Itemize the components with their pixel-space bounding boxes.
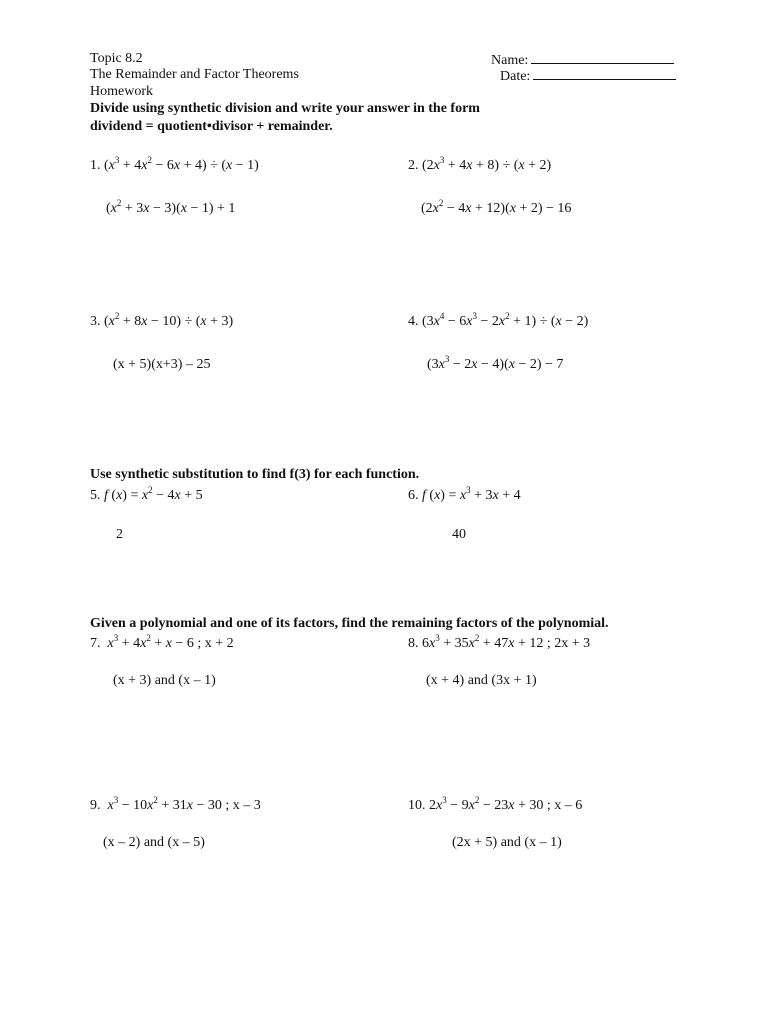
problem-number: 10. [408,798,426,813]
name-label: Name: [491,53,529,68]
problem-number: 5. [90,488,101,503]
problem-question: f $(x) = x^2 - 4x + 5$ [104,485,203,503]
problem-5-answer: 2 [116,527,123,542]
problem-1 [90,155,259,173]
section3-instruction: Given a polynomial and one of its factors, find the remaining factors of the polynomial. [90,616,609,631]
problem-2 [408,155,552,173]
problem-10-answer: (2x + 5) and (x – 1) [452,835,562,850]
problem-question: $(x^2 + 8x - 10) \div (x + 3)$ [104,311,234,329]
section1-instruction-line1: Divide using synthetic division and write your answer in the form [90,101,480,116]
problem-number: 7. [90,636,101,651]
problem-1-answer: $(x^2 + 3x - 3)(x - 1) + 1$ [106,198,236,216]
problem-question: $(x^3 + 4x^2 - 6x + 4) \div (x - 1)$ [104,155,259,173]
problem-10 [408,795,583,813]
name-blank-line [531,52,674,64]
section2-instruction: Use synthetic substitution to find f(3) for each function. [90,467,420,482]
problem-8 [408,633,591,651]
problem-8-answer: (x + 4) and (3x + 1) [426,673,537,688]
problem-number: 3. [90,314,101,329]
problem-number: 6. [408,488,419,503]
problem-2-answer: $(2x^2 - 4x + 12)(x + 2) - 16$ [421,198,572,216]
problem-9-answer: (x – 2) and (x – 5) [103,835,205,850]
worksheet-title: The Remainder and Factor Theorems [90,67,299,82]
problem-4-answer: $(3x^3 - 2x - 4)(x - 2) - 7$ [427,354,564,372]
date-blank-line [533,68,676,80]
problem-9 [90,795,261,813]
problem-question: f $(x) = x^3 + 3x + 4$ [422,485,521,503]
problem-3 [90,311,234,329]
problem-question: $x^3 - 10x^2 + 31x - 30$ ; x – 3 [107,795,261,813]
problem-number: 1. [90,158,101,173]
problem-number: 9. [90,798,101,813]
section1-instruction-line2 [90,120,333,134]
topic-label: Topic 8.2 [90,51,143,66]
problem-6 [408,485,521,503]
instruction-part-a: dividend = quotient [90,119,207,134]
bullet-symbol: • [206,119,212,134]
date-label: Date: [500,69,531,84]
name-field[interactable] [491,52,674,68]
problem-4 [408,311,589,329]
problem-3-answer: (x + 5)(x+3) – 25 [113,357,211,372]
problem-question: $(3x^4 - 6x^3 - 2x^2 + 1) \div (x - 2)$ [422,311,589,329]
problem-number: 2. [408,158,419,173]
problem-question: $x^3 + 4x^2 + x - 6$ ; x + 2 [107,633,234,651]
problem-question: $2x^3 - 9x^2 - 23x + 30$ ; x – 6 [429,795,583,813]
problem-7-answer: (x + 3) and (x – 1) [113,673,216,688]
worksheet-type: Homework [90,84,153,99]
instruction-part-b: divisor + remainder. [211,119,333,134]
date-field[interactable] [500,68,676,84]
problem-6-answer: 40 [452,527,466,542]
problem-question: $6x^3 + 35x^2 + 47x + 12$ ; 2x + 3 [422,633,591,651]
problem-question: $(2x^3 + 4x + 8) \div (x + 2)$ [422,155,552,173]
problem-7 [90,633,234,651]
problem-number: 4. [408,314,419,329]
problem-number: 8. [408,636,419,651]
problem-5 [90,485,203,503]
